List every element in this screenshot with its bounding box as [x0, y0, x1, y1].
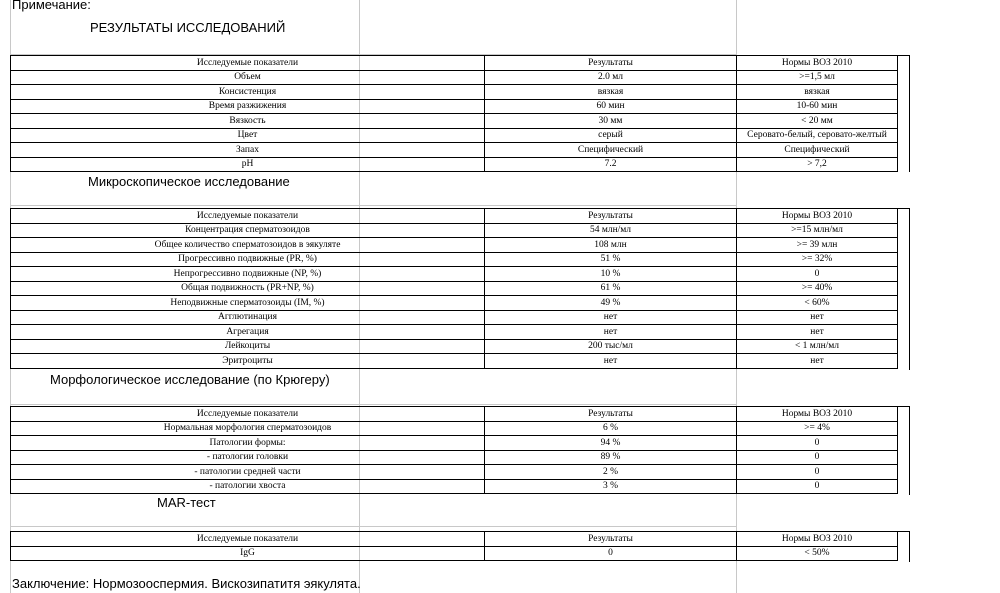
column-header-norm: Нормы ВОЗ 2010 [737, 56, 898, 71]
table-row [11, 465, 898, 480]
grid-line [10, 404, 736, 405]
results-table-mar-test [10, 531, 898, 561]
norm-cell: < 1 млн/мл [737, 339, 898, 354]
result-cell: 60 мин [485, 99, 737, 114]
table-row [11, 281, 898, 296]
column-header-norm: Нормы ВОЗ 2010 [737, 532, 898, 547]
result-cell: нет [485, 354, 737, 369]
parameter-cell: Патологии формы: [11, 436, 485, 451]
result-cell: 0 [485, 546, 737, 561]
table-row [11, 450, 898, 465]
table-row [11, 421, 898, 436]
table-row [11, 128, 898, 143]
norm-cell: 0 [737, 267, 898, 282]
conclusion-text: Заключение: Нормозооспермия. Вискозипатитя эякулята. [12, 576, 361, 591]
parameter-cell: - патологии средней части [11, 465, 485, 480]
result-cell: 2.0 мл [485, 70, 737, 85]
norm-cell: < 20 мм [737, 114, 898, 129]
border-rule [897, 55, 909, 56]
result-cell: 108 млн [485, 238, 737, 253]
section-heading-microscopic: Микроскопическое исследование [88, 174, 290, 189]
result-cell: 200 тыс/мл [485, 339, 737, 354]
result-cell: 30 мм [485, 114, 737, 129]
table-row [11, 157, 898, 172]
parameter-cell: Лейкоциты [11, 339, 485, 354]
table-row [11, 339, 898, 354]
section-heading-mar-test: MAR-тест [157, 495, 216, 510]
norm-cell: 0 [737, 450, 898, 465]
grid-line [10, 205, 736, 206]
norm-cell: нет [737, 354, 898, 369]
norm-cell: >=15 млн/мл [737, 223, 898, 238]
norm-cell: < 60% [737, 296, 898, 311]
border-rule [909, 55, 910, 172]
table-header-row [11, 532, 898, 547]
table-header-row [11, 209, 898, 224]
result-cell: 6 % [485, 421, 737, 436]
parameter-cell: Общее количество сперматозоидов в эякуляте [11, 238, 485, 253]
parameter-cell: - патологии головки [11, 450, 485, 465]
column-header-norm: Нормы ВОЗ 2010 [737, 407, 898, 422]
result-cell: 49 % [485, 296, 737, 311]
table-row [11, 143, 898, 158]
border-rule [909, 208, 910, 370]
result-cell: 61 % [485, 281, 737, 296]
norm-cell: нет [737, 325, 898, 340]
norm-cell: < 50% [737, 546, 898, 561]
result-cell: 89 % [485, 450, 737, 465]
norm-cell: >= 4% [737, 421, 898, 436]
parameter-cell: Непрогрессивно подвижные (NP, %) [11, 267, 485, 282]
table-row [11, 267, 898, 282]
column-header-result: Результаты [485, 532, 737, 547]
result-cell: 7.2 [485, 157, 737, 172]
norm-cell: 10-60 мин [737, 99, 898, 114]
result-cell: серый [485, 128, 737, 143]
results-table-general [10, 55, 898, 172]
norm-cell: Специфический [737, 143, 898, 158]
norm-cell: >=1,5 мл [737, 70, 898, 85]
column-header-parameter: Исследуемые показатели [11, 407, 485, 422]
parameter-cell: Вязкость [11, 114, 485, 129]
parameter-cell: Цвет [11, 128, 485, 143]
column-header-result: Результаты [485, 209, 737, 224]
parameter-cell: Время разжижения [11, 99, 485, 114]
result-cell: нет [485, 325, 737, 340]
results-table-microscopic [10, 208, 898, 369]
table-row [11, 70, 898, 85]
result-cell: 54 млн/мл [485, 223, 737, 238]
norm-cell: > 7,2 [737, 157, 898, 172]
column-header-result: Результаты [485, 56, 737, 71]
parameter-cell: Неподвижные сперматозоиды (IM, %) [11, 296, 485, 311]
table-header-row [11, 407, 898, 422]
parameter-cell: Объем [11, 70, 485, 85]
border-rule [909, 531, 910, 562]
table-row [11, 99, 898, 114]
results-table-morphology [10, 406, 898, 494]
result-cell: 51 % [485, 252, 737, 267]
table-row [11, 354, 898, 369]
table-row [11, 436, 898, 451]
column-header-parameter: Исследуемые показатели [11, 209, 485, 224]
border-rule [897, 406, 909, 407]
border-rule [897, 531, 909, 532]
result-cell: 94 % [485, 436, 737, 451]
column-header-result: Результаты [485, 407, 737, 422]
parameter-cell: Эритроциты [11, 354, 485, 369]
column-header-parameter: Исследуемые показатели [11, 532, 485, 547]
parameter-cell: Нормальная морфология сперматозоидов [11, 421, 485, 436]
norm-cell: нет [737, 310, 898, 325]
parameter-cell: Консистенция [11, 85, 485, 100]
grid-line [10, 526, 736, 527]
result-cell: вязкая [485, 85, 737, 100]
parameter-cell: Агглютинация [11, 310, 485, 325]
result-cell: 10 % [485, 267, 737, 282]
table-row [11, 310, 898, 325]
norm-cell: >= 40% [737, 281, 898, 296]
table-row [11, 85, 898, 100]
result-cell: 2 % [485, 465, 737, 480]
parameter-cell: Прогрессивно подвижные (PR, %) [11, 252, 485, 267]
note-label: Примечание: [12, 0, 91, 12]
parameter-cell: Запах [11, 143, 485, 158]
table-row [11, 252, 898, 267]
parameter-cell: Общая подвижность (PR+NP, %) [11, 281, 485, 296]
norm-cell: 0 [737, 479, 898, 494]
parameter-cell: Агрегация [11, 325, 485, 340]
table-row [11, 325, 898, 340]
parameter-cell: pH [11, 157, 485, 172]
table-row [11, 479, 898, 494]
table-row [11, 296, 898, 311]
page-title: РЕЗУЛЬТАТЫ ИССЛЕДОВАНИЙ [90, 20, 286, 35]
result-cell: нет [485, 310, 737, 325]
norm-cell: вязкая [737, 85, 898, 100]
table-header-row [11, 56, 898, 71]
section-heading-morphology: Морфологическое исследование (по Крюгеру) [50, 372, 330, 387]
table-row [11, 546, 898, 561]
parameter-cell: - патологии хвоста [11, 479, 485, 494]
parameter-cell: Концентрация сперматозоидов [11, 223, 485, 238]
parameter-cell: IgG [11, 546, 485, 561]
result-cell: Специфический [485, 143, 737, 158]
table-row [11, 223, 898, 238]
border-rule [897, 208, 909, 209]
column-header-parameter: Исследуемые показатели [11, 56, 485, 71]
norm-cell: 0 [737, 465, 898, 480]
result-cell: 3 % [485, 479, 737, 494]
norm-cell: >= 32% [737, 252, 898, 267]
column-header-norm: Нормы ВОЗ 2010 [737, 209, 898, 224]
norm-cell: Серовато-белый, серовато-желтый [737, 128, 898, 143]
norm-cell: 0 [737, 436, 898, 451]
table-row [11, 114, 898, 129]
border-rule [909, 406, 910, 495]
table-row [11, 238, 898, 253]
norm-cell: >= 39 млн [737, 238, 898, 253]
